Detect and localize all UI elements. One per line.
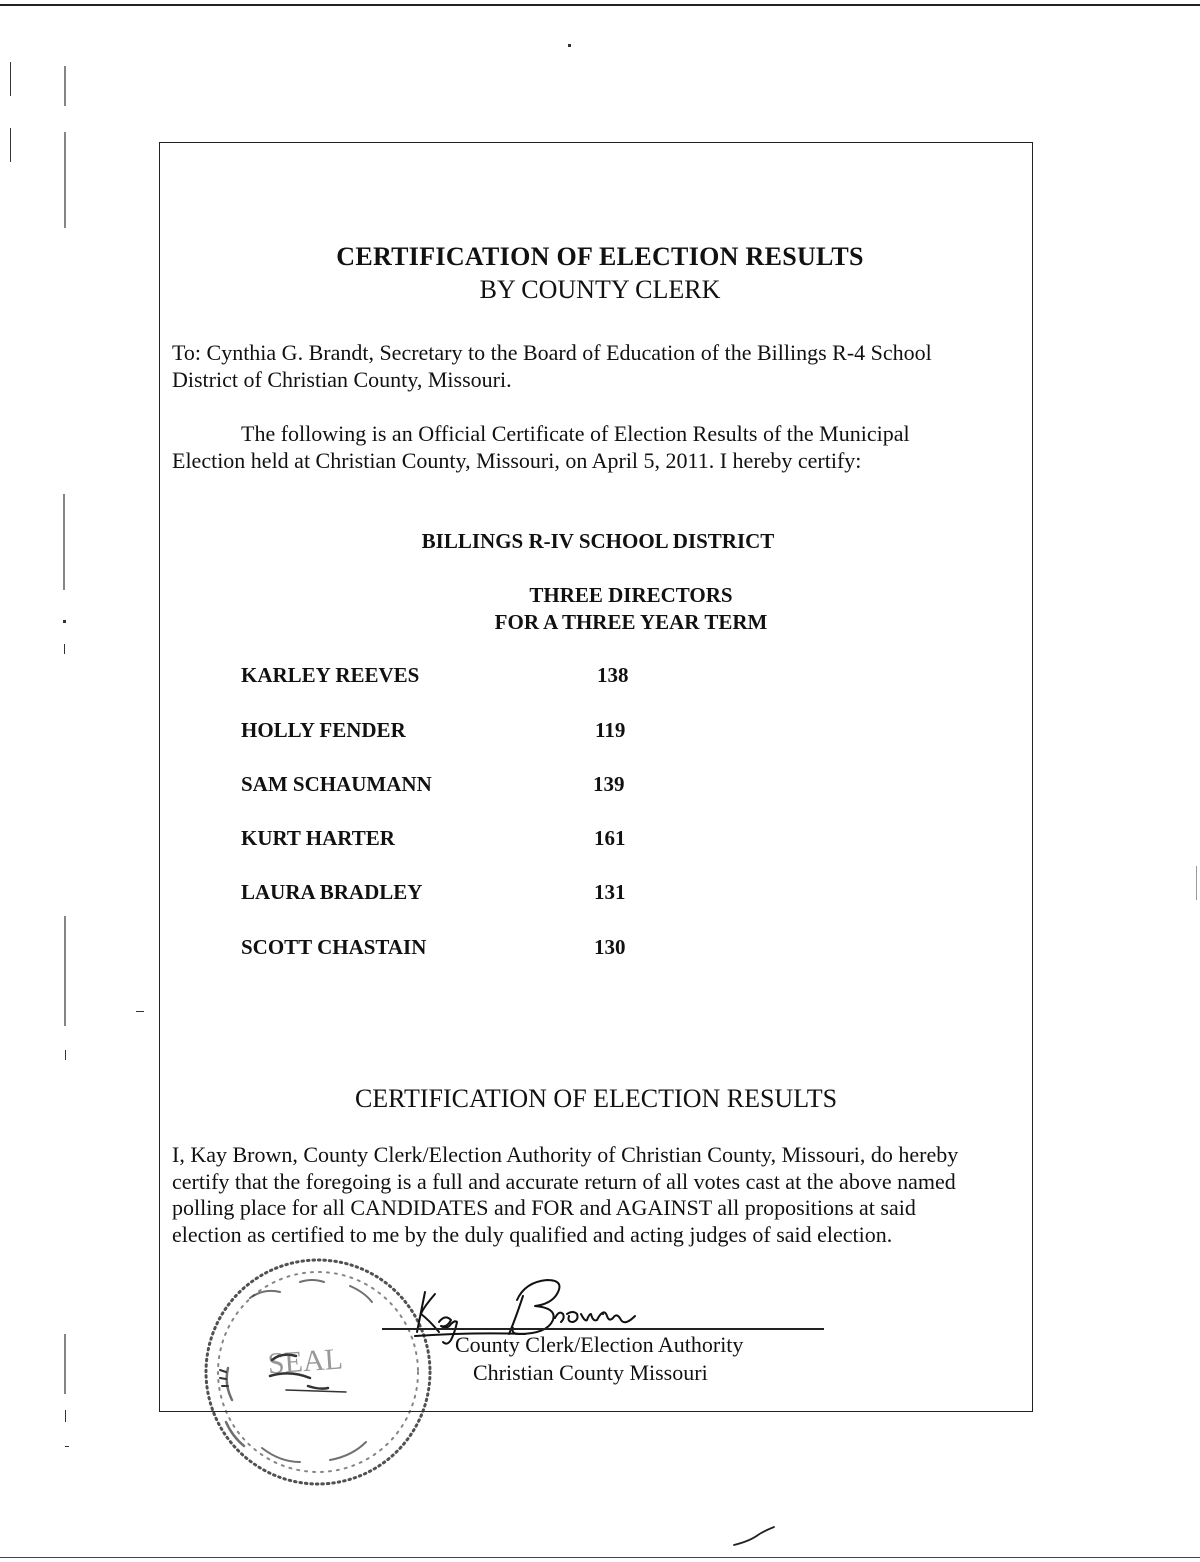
document-subtitle: BY COUNTY CLERK [479,275,721,304]
document-title: CERTIFICATION OF ELECTION RESULTS [336,242,864,271]
candidate-votes: 119 [595,718,626,742]
scan-scribble [730,1525,780,1550]
candidate-votes: 139 [593,772,625,796]
intro-line-1: The following is an Official Certificate of Election Results of the Municipal [241,421,910,446]
signer-title-line-2: Christian County Missouri [473,1360,708,1385]
candidate-votes: 130 [594,935,626,959]
candidate-name: SAM SCHAUMANN [241,772,432,796]
signature-line [382,1328,824,1330]
scan-top-border [0,4,1200,6]
certification-line-1: I, Kay Brown, County Clerk/Election Authority of Christian County, Missouri, do hereby [172,1142,959,1167]
addressee-line-1: To: Cynthia G. Brandt, Secretary to the Board of Education of the Billings R-4 School [172,340,932,365]
certification-line-2: certify that the foregoing is a full and accurate return of all votes cast at the above named [172,1168,956,1194]
candidate-name: KARLEY REEVES [241,663,420,687]
addressee-paragraph [172,339,932,393]
candidate-name: LAURA BRADLEY [241,880,423,904]
certification-line-4: election as certified to me by the duly qualified and acting judges of said election. [172,1221,893,1247]
candidate-name: HOLLY FENDER [241,718,406,742]
signer-title-line-1: County Clerk/Election Authority [455,1332,744,1357]
candidate-name: SCOTT CHASTAIN [241,935,427,959]
certification-line-3: polling place for all CANDIDATES and FOR and AGAINST all propositions at said [172,1195,916,1220]
seal-lettering: SEAL [266,1342,344,1381]
scan-bottom-border [0,1557,1200,1558]
candidate-votes: 161 [594,826,626,850]
intro-line-2: Election held at Christian County, Missouri, on April 5, 2011. I hereby certify: [172,448,862,473]
candidate-votes: 138 [597,663,629,687]
certification-heading: CERTIFICATION OF ELECTION RESULTS [354,1084,838,1113]
addressee-line-2: District of Christian County, Missouri. [172,367,512,392]
office-heading-line-2: FOR A THREE YEAR TERM [494,610,768,634]
intro-paragraph [172,420,910,474]
candidate-votes: 131 [594,880,626,904]
certification-paragraph [172,1142,958,1248]
candidate-name: KURT HARTER [241,826,395,850]
district-heading: BILLINGS R-IV SCHOOL DISTRICT [421,529,775,553]
office-heading-line-1: THREE DIRECTORS [529,583,733,607]
